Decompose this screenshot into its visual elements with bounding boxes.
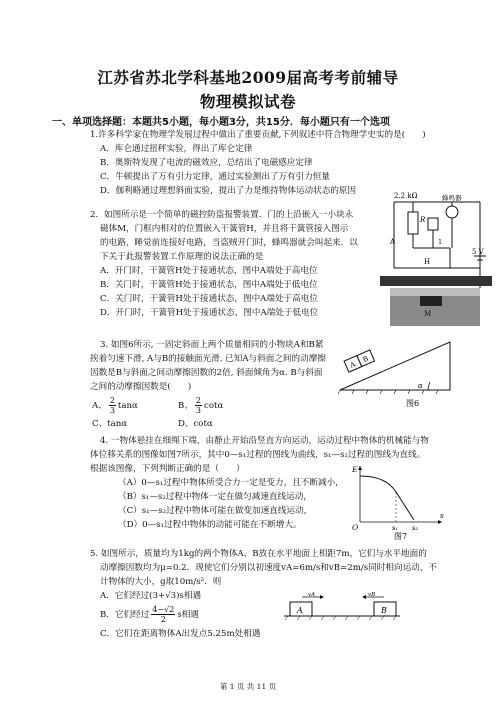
q3-option-c: C、tanα [92,419,128,429]
fig7-caption: 图7 [394,532,408,540]
q1-stem: 1.许多科学家在物理学发展过程中做出了重要贡献,下列叙述中符合物理学史实的是( ) [90,130,426,140]
q2-line-1: 2．如图所示是一个简单的磁控防盗报警装置．门的上沿嵌入一小块永 [90,210,354,220]
exam-subtitle: 物理模拟试卷 [199,92,296,111]
magnet-m-label: M [424,310,432,318]
page-footer: 第 1 页 共 11 页 [219,682,277,691]
two-blocks-figure [280,592,402,628]
q2-option-b: B．关门时，干簧管H处于接通状态，图中A端处于低电位 [100,280,318,290]
block-a-label: A [297,606,303,615]
block-a-label: A [348,360,357,370]
q5-option-b: B．它们经过 $\frac{4-√2}{2}$ s相遇 [100,605,199,624]
q2-line-2: 磁体M，门框内相对的位置嵌入干簧管H，并且将干簧管接入图示 [100,224,349,234]
energy-curve [360,476,414,520]
q2-option-d: D．开门时，干簧管H处于接通状态，图中A端处于低电位 [100,308,319,318]
q3-line-3: 因数是B与斜面之间动摩擦因数的2倍, 斜面倾角为α. B与斜面 [90,368,323,378]
q3-line-1: 3. 如图6所示, 一固定斜面上两个质量相同的小物块A和B紧 [100,340,324,350]
tick-s2-label: s₂ [412,524,418,532]
q3-option-d: D、cotα [178,419,213,429]
q1-option-a: A．库仑通过扭秤实验，得出了库仑定律 [100,144,253,154]
vb-label: vB [368,592,376,598]
q2-line-4: 下关于此报警装置工作原理的说法正确的是 [100,252,264,262]
door-frame [380,276,492,286]
q4-line-1: 4. 一物体悬挂在细绳下端，由静止开始沿竖直方向运动，运动过程中物体的机械能与物 [100,436,429,446]
reed-switch-h-label: H [424,258,431,266]
incline-figure [338,338,456,410]
axis-e-label: E [352,465,358,474]
q1-option-b: B．奥斯特发现了电流的磁效应，总结出了电磁感应定律 [100,158,313,168]
q4-option-d: （D）0—s₁过程中物体的动能可能在不断增大。 [118,520,302,530]
q4-option-b: （B）s₁—s₂过程中物体一定在做匀减速直线运动， [118,492,312,502]
q3-line-4: 之间的动摩擦因数是( ) [90,382,192,392]
q1-option-c: C．牛顿提出了万有引力定律，通过实验测出了万有引力恒量 [100,172,331,182]
tick-s1-label: s₁ [392,524,398,532]
q5-option-a: A．它们经过(3+√3)s相遇 [100,591,202,601]
q2-line-3: 的电路，睡觉前连接好电路，当盗贼开门时，蜂鸣器就会叫起来．以 [100,238,358,248]
axis-s-label: s [440,512,444,520]
q5-line-1: 5. 如图所示，质量均为1kg的两个物体A、B放在水平地面上相距7m，它们与水平地面的 [90,549,427,559]
block-b-label: B [381,606,387,615]
q3-option-a: A、 $\frac{2}{3}$ tanα [92,396,138,415]
resistor-value-label: 2.2 kΩ [394,192,418,200]
magnet [420,296,442,306]
voltage-label: 5 V [472,248,484,256]
q3-option-b: B、 $\frac{2}{3}$ cotα [178,396,224,415]
fig6-caption: 图6 [406,399,420,408]
alarm-circuit-figure [380,188,492,328]
q5-option-c: C．它们在距离物体A出发点5.25m处相遇 [100,629,261,639]
gate-one-label: 1 [438,238,443,246]
q4-line-2: 体位移关系的图像如图7所示，其中0—s₁过程的图线为曲线，s₁—s₂过程的图线为直线。 [90,450,426,460]
buzzer-label: 蜂鸣器 [442,194,462,202]
q2-option-a: A．开门时，干簧管H处于接通状态，图中A端处于高电位 [100,266,318,276]
q5-line-2: 动摩擦因数均为μ=0.2．现使它们分别以初速度vA=6m/s和vB=2m/s同时相向运动，不 [100,563,437,573]
q4-line-3: 根据该图像，下列判断正确的是（ ） [90,464,245,474]
point-a-label: A [390,238,396,246]
energy-displacement-graph [350,462,450,540]
exam-title: 江苏省苏北学科基地2009届高考考前辅导 [97,68,399,87]
resistor-r-label: R [420,216,426,224]
block-b-label: B [361,354,370,365]
angle-alpha-label: α [418,382,423,390]
va-label: vA [308,592,316,598]
section-heading: 一、单项选择题：本题共5小题，每小题3分，共15分．每小题只有一个选项 [52,117,390,128]
q4-option-a: （A）0—s₁过程中物体所受合力一定是变力，且不断减小， [118,478,344,488]
q5-line-3: 计物体的大小，g取10m/s²．则 [100,577,222,587]
q2-option-c: C．关门时，干簧管H处于接通状态，图中A端处于高电位 [100,294,318,304]
q4-option-c: （C）s₁—s₂过程中物体可能在做变加速直线运动， [118,506,313,516]
origin-o-label: O [352,523,359,532]
q1-option-d: D．伽利略通过理想斜面实验，提出了力是维持物体运动状态的原因 [100,186,357,196]
q3-line-2: 挨着匀速下滑, A与B的接触面光滑. 已知A与斜面之间的动摩擦 [90,354,326,364]
